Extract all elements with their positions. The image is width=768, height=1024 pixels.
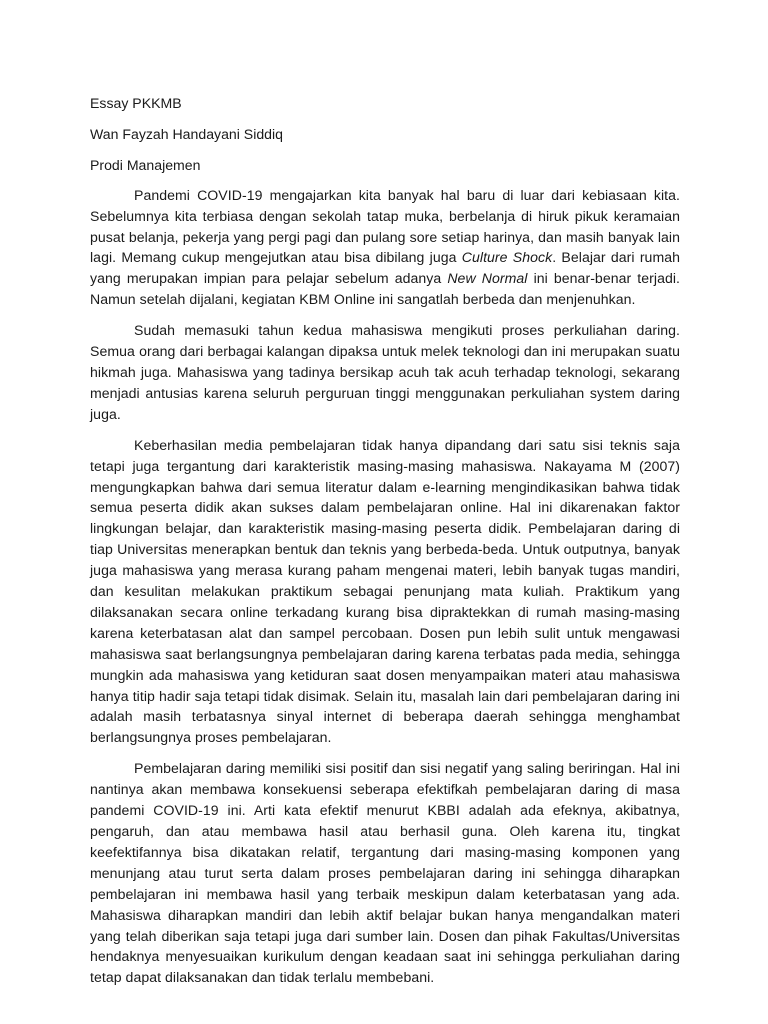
- paragraph-1-text-b: . Belajar dari rumah yang merupakan impian para pelajar sebelum adanya: [90, 249, 681, 287]
- essay-title: Essay PKKMB: [90, 95, 182, 111]
- author-name: Wan Fayzah Handayani Siddiq: [90, 125, 283, 142]
- essay-content: [90, 93, 680, 988]
- paragraph-1-text-c: ini benar-benar terjadi. Namun setelah dijalani, kegiatan KBM Online ini sangatlah berbeda dan menjenuhkan.: [90, 270, 681, 308]
- paragraph-1: [90, 185, 680, 310]
- paragraph-4: Pembelajaran daring memiliki sisi positif dan sisi negatif yang saling beriringan. Hal ini nantinya akan membawa konsekuensi seberapa efektifkah pembelajaran daring di masa pandemi COVID-19 ini. Arti kata efektif menurut KBBI adalah ada efeknya, akibatnya, pengaruh, dan atau membawa hasil atau berhasil guna. Oleh karena itu, tingkat keefektifannya bisa dikatakan relatif, tergantung dari masing-masing komponen yang menunjang atau turut serta dalam proses pembelajaran daring ini sehingga diharapkan pembelajaran ini membawa hasil yang terbaik meskipun dalam keterbatasan yang ada. Mahasiswa diharapkan mandiri dan lebih aktif belajar bukan hanya mengandalkan materi yang telah diberikan saja tetapi juga dari sumber lain. Dosen dan pihak Fakultas/Universitas hendaknya menyesuaikan kurikulum dengan keadaan saat ini sehingga perkuliahan daring tetap dapat dilaksanakan dan tidak terlalu membebani.: [90, 760, 680, 986]
- paragraph-1-italic-culture-shock: Culture Shock: [461, 249, 553, 266]
- paragraph-2: Sudah memasuki tahun kedua mahasiswa mengikuti proses perkuliahan daring. Semua orang dari berbagai kalangan dipaksa untuk melek teknologi dan ini merupakan suatu hikmah juga. Mahasiswa yang tadinya bersikap acuh tak acuh terhadap teknologi, sekarang menjadi antusias karena seluruh perguruan tinggi menggunakan perkuliahan system daring juga.: [90, 322, 680, 422]
- paragraph-1-text-a: Pandemi COVID-19 mengajarkan kita banyak hal baru di luar dari kebiasaan kita. Sebelumnya kita terbiasa dengan sekolah tatap muka, berbelanja di hiruk pikuk keramaian pusat belanja, pekerja yang pergi pagi dan pulang sore setiap harinya, dan masih banyak lain lagi. Memang cukup mengejutkan atau bisa dibilang juga: [90, 186, 680, 266]
- paragraph-3: Keberhasilan media pembelajaran tidak hanya dipandang dari satu sisi teknis saja tetapi juga tergantung dari karakteristik masing-masing mahasiswa. Nakayama M (2007) mengungkapkan bahwa dari semua literatur dalam e-learning mengindikasikan bahwa tidak semua peserta didik akan sukses dalam pembelajaran online. Hal ini dikarenakan faktor lingkungan belajar, dan karakteristik masing-masing peserta didik. Pembelajaran daring di tiap Universitas menerapkan bentuk dan teknis yang berbeda-beda. Untuk outputnya, banyak juga mahasiswa yang merasa kurang paham mengenai materi, lebih banyak tugas mandiri, dan kesulitan melakukan praktikum sebagai penunjang mata kuliah. Praktikum yang dilaksanakan secara online terkadang kurang bisa dipraktekkan di rumah masing-masing karena keterbatasan alat dan sampel percobaan. Dosen pun lebih sulit untuk mengawasi mahasiswa saat berlangsungnya pembelajaran daring karena terbatas pada media, sehingga mungkin ada mahasiswa yang ketiduran saat dosen menyampaikan materi atau mahasiswa hanya titip hadir saja tetapi tidak disimak. Selain itu, masalah lain dari pembelajaran daring ini adalah masih terbatasnya sinyal internet di beberapa daerah sehingga menghambat berlangsungnya proses pembelajaran.: [90, 436, 680, 746]
- study-program: Prodi Manajemen: [90, 156, 201, 173]
- paragraph-1-italic-new-normal: New Normal: [447, 270, 528, 287]
